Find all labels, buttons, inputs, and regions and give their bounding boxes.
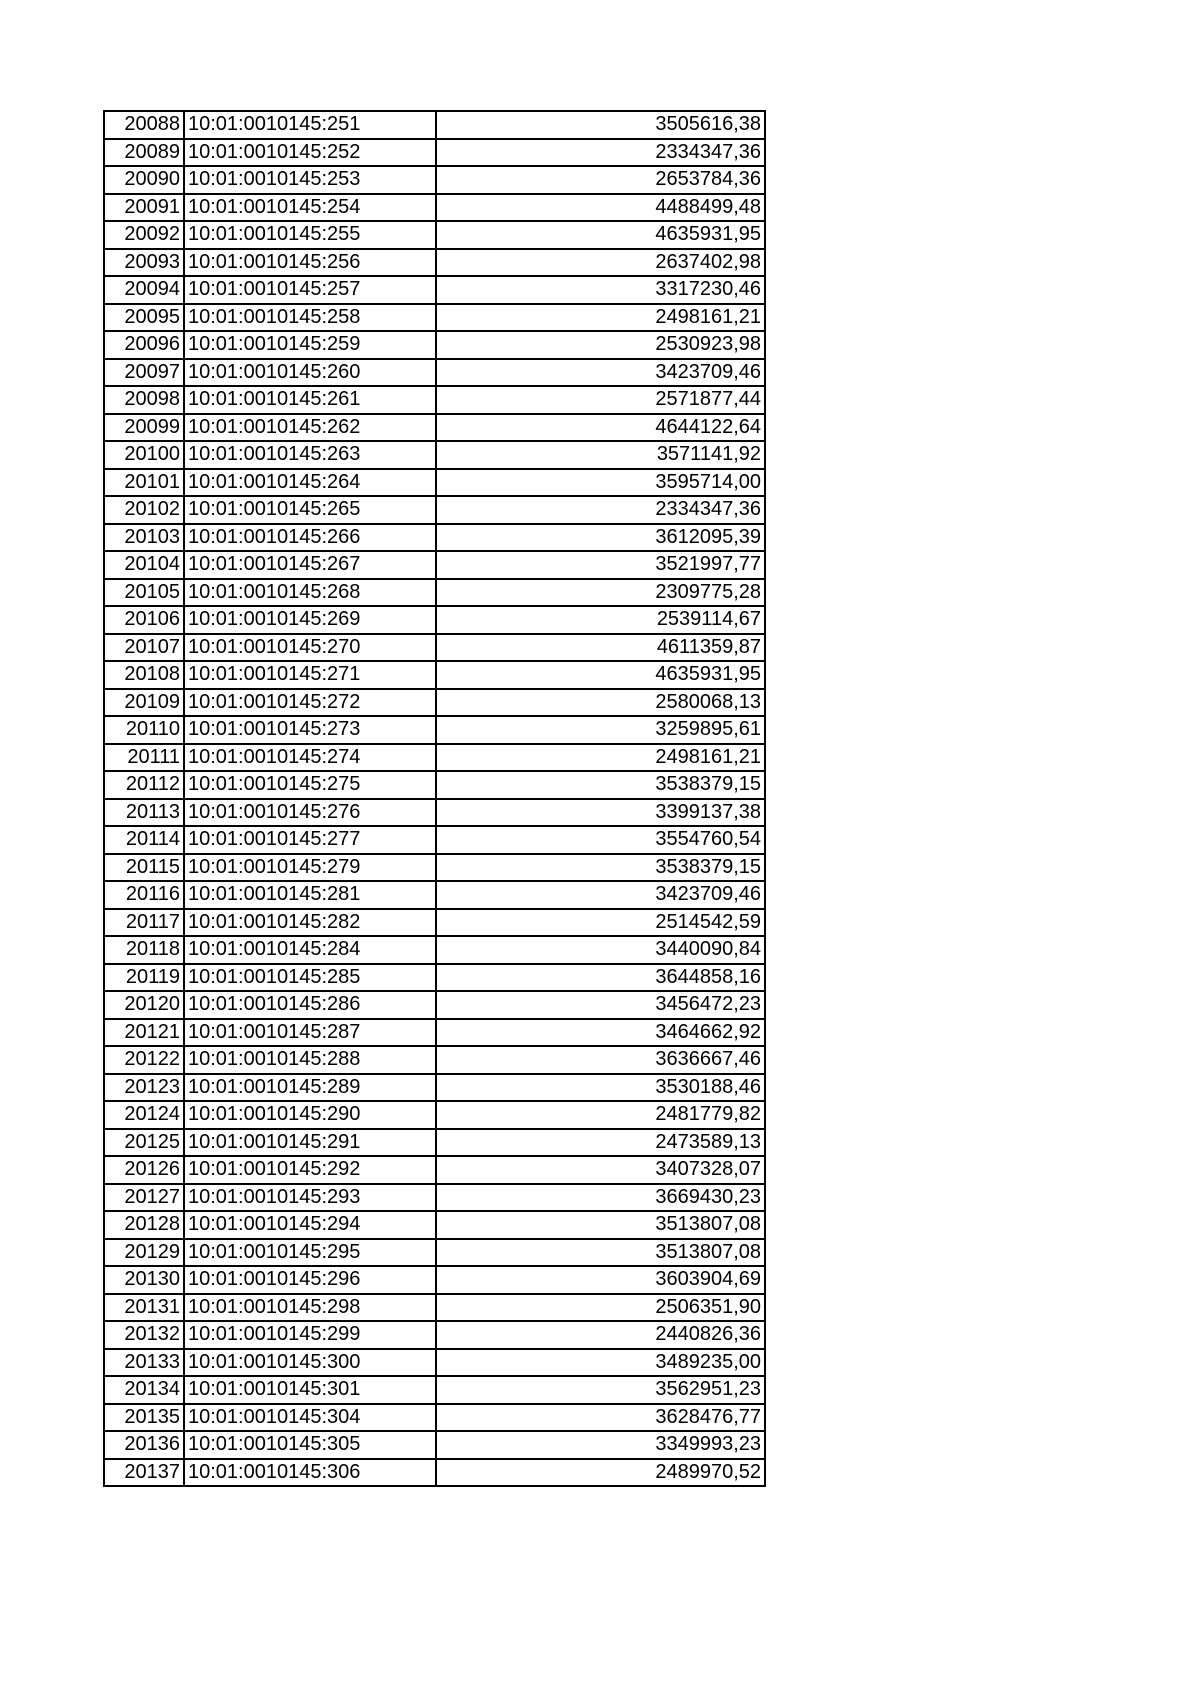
cadastral-number-cell: 10:01:0010145:256 <box>184 249 436 277</box>
row-number-cell: 20105 <box>104 579 184 607</box>
cadastral-number-cell: 10:01:0010145:305 <box>184 1431 436 1459</box>
row-number-cell: 20109 <box>104 689 184 717</box>
cadastral-number-cell: 10:01:0010145:274 <box>184 744 436 772</box>
table-row <box>104 1211 765 1239</box>
table-row <box>104 469 765 497</box>
cadastral-number-cell: 10:01:0010145:261 <box>184 386 436 414</box>
table-row <box>104 936 765 964</box>
cadastral-value-cell: 3538379,15 <box>436 854 765 882</box>
table-row <box>104 1431 765 1459</box>
table-row <box>104 634 765 662</box>
cadastral-number-cell: 10:01:0010145:254 <box>184 194 436 222</box>
cadastral-number-cell: 10:01:0010145:275 <box>184 771 436 799</box>
cadastral-number-cell: 10:01:0010145:300 <box>184 1349 436 1377</box>
cadastral-number-cell: 10:01:0010145:258 <box>184 304 436 332</box>
row-number-cell: 20106 <box>104 606 184 634</box>
row-number-cell: 20110 <box>104 716 184 744</box>
row-number-cell: 20099 <box>104 414 184 442</box>
table-row <box>104 441 765 469</box>
cadastral-number-cell: 10:01:0010145:252 <box>184 139 436 167</box>
cadastral-value-cell: 3513807,08 <box>436 1239 765 1267</box>
cadastral-number-cell: 10:01:0010145:288 <box>184 1046 436 1074</box>
row-number-cell: 20135 <box>104 1404 184 1432</box>
cadastral-number-cell: 10:01:0010145:301 <box>184 1376 436 1404</box>
cadastral-number-cell: 10:01:0010145:282 <box>184 909 436 937</box>
row-number-cell: 20088 <box>104 111 184 139</box>
cadastral-number-cell: 10:01:0010145:298 <box>184 1294 436 1322</box>
cadastral-number-cell: 10:01:0010145:276 <box>184 799 436 827</box>
row-number-cell: 20090 <box>104 166 184 194</box>
cadastral-number-cell: 10:01:0010145:304 <box>184 1404 436 1432</box>
table-row <box>104 1404 765 1432</box>
row-number-cell: 20125 <box>104 1129 184 1157</box>
cadastral-number-cell: 10:01:0010145:295 <box>184 1239 436 1267</box>
cadastral-value-cell: 3317230,46 <box>436 276 765 304</box>
cadastral-value-cell: 3440090,84 <box>436 936 765 964</box>
cadastral-number-cell: 10:01:0010145:281 <box>184 881 436 909</box>
row-number-cell: 20092 <box>104 221 184 249</box>
cadastral-value-cell: 3407328,07 <box>436 1156 765 1184</box>
table-row <box>104 304 765 332</box>
cadastral-number-cell: 10:01:0010145:264 <box>184 469 436 497</box>
row-number-cell: 20134 <box>104 1376 184 1404</box>
cadastral-number-cell: 10:01:0010145:270 <box>184 634 436 662</box>
row-number-cell: 20131 <box>104 1294 184 1322</box>
cadastral-number-cell: 10:01:0010145:289 <box>184 1074 436 1102</box>
cadastral-value-cell: 2309775,28 <box>436 579 765 607</box>
cadastral-value-table <box>103 110 766 1487</box>
table-row <box>104 111 765 139</box>
row-number-cell: 20096 <box>104 331 184 359</box>
table-row <box>104 1129 765 1157</box>
row-number-cell: 20091 <box>104 194 184 222</box>
cadastral-value-cell: 3595714,00 <box>436 469 765 497</box>
row-number-cell: 20103 <box>104 524 184 552</box>
cadastral-value-cell: 3521997,77 <box>436 551 765 579</box>
table-row <box>104 1349 765 1377</box>
row-number-cell: 20119 <box>104 964 184 992</box>
row-number-cell: 20094 <box>104 276 184 304</box>
row-number-cell: 20095 <box>104 304 184 332</box>
cadastral-number-cell: 10:01:0010145:266 <box>184 524 436 552</box>
table-body <box>104 111 765 1486</box>
cadastral-number-cell: 10:01:0010145:251 <box>184 111 436 139</box>
row-number-cell: 20100 <box>104 441 184 469</box>
cadastral-value-cell: 4635931,95 <box>436 661 765 689</box>
cadastral-value-cell: 3513807,08 <box>436 1211 765 1239</box>
cadastral-value-cell: 2653784,36 <box>436 166 765 194</box>
cadastral-value-cell: 2637402,98 <box>436 249 765 277</box>
cadastral-value-cell: 3399137,38 <box>436 799 765 827</box>
row-number-cell: 20116 <box>104 881 184 909</box>
cadastral-value-cell: 3628476,77 <box>436 1404 765 1432</box>
cadastral-value-cell: 3259895,61 <box>436 716 765 744</box>
table-row <box>104 991 765 1019</box>
cadastral-value-cell: 2498161,21 <box>436 304 765 332</box>
cadastral-value-cell: 3530188,46 <box>436 1074 765 1102</box>
cadastral-value-cell: 3669430,23 <box>436 1184 765 1212</box>
cadastral-value-cell: 2506351,90 <box>436 1294 765 1322</box>
cadastral-number-cell: 10:01:0010145:290 <box>184 1101 436 1129</box>
row-number-cell: 20112 <box>104 771 184 799</box>
table-row <box>104 1376 765 1404</box>
row-number-cell: 20104 <box>104 551 184 579</box>
table-row <box>104 496 765 524</box>
table-row <box>104 1266 765 1294</box>
row-number-cell: 20137 <box>104 1459 184 1487</box>
cadastral-number-cell: 10:01:0010145:260 <box>184 359 436 387</box>
cadastral-value-cell: 2514542,59 <box>436 909 765 937</box>
table-row <box>104 551 765 579</box>
row-number-cell: 20098 <box>104 386 184 414</box>
row-number-cell: 20126 <box>104 1156 184 1184</box>
cadastral-value-cell: 3423709,46 <box>436 881 765 909</box>
cadastral-value-cell: 3644858,16 <box>436 964 765 992</box>
table-row <box>104 909 765 937</box>
cadastral-number-cell: 10:01:0010145:271 <box>184 661 436 689</box>
cadastral-value-cell: 3636667,46 <box>436 1046 765 1074</box>
table-row <box>104 1019 765 1047</box>
cadastral-number-cell: 10:01:0010145:277 <box>184 826 436 854</box>
cadastral-value-cell: 3603904,69 <box>436 1266 765 1294</box>
cadastral-number-cell: 10:01:0010145:293 <box>184 1184 436 1212</box>
cadastral-number-cell: 10:01:0010145:265 <box>184 496 436 524</box>
row-number-cell: 20124 <box>104 1101 184 1129</box>
table-row <box>104 1459 765 1487</box>
row-number-cell: 20101 <box>104 469 184 497</box>
cadastral-value-cell: 4644122,64 <box>436 414 765 442</box>
table-row <box>104 1074 765 1102</box>
cadastral-number-cell: 10:01:0010145:268 <box>184 579 436 607</box>
cadastral-number-cell: 10:01:0010145:263 <box>184 441 436 469</box>
table-row <box>104 606 765 634</box>
table-row <box>104 276 765 304</box>
row-number-cell: 20111 <box>104 744 184 772</box>
row-number-cell: 20114 <box>104 826 184 854</box>
table-row <box>104 166 765 194</box>
row-number-cell: 20102 <box>104 496 184 524</box>
table-row <box>104 579 765 607</box>
table-row <box>104 524 765 552</box>
row-number-cell: 20113 <box>104 799 184 827</box>
table-row <box>104 744 765 772</box>
cadastral-value-cell: 2334347,36 <box>436 139 765 167</box>
cadastral-number-cell: 10:01:0010145:294 <box>184 1211 436 1239</box>
table-row <box>104 881 765 909</box>
cadastral-number-cell: 10:01:0010145:257 <box>184 276 436 304</box>
table-row <box>104 689 765 717</box>
cadastral-number-cell: 10:01:0010145:272 <box>184 689 436 717</box>
cadastral-value-cell: 2571877,44 <box>436 386 765 414</box>
cadastral-value-cell: 3612095,39 <box>436 524 765 552</box>
table-row <box>104 1321 765 1349</box>
row-number-cell: 20118 <box>104 936 184 964</box>
table-row <box>104 359 765 387</box>
cadastral-value-cell: 3554760,54 <box>436 826 765 854</box>
cadastral-number-cell: 10:01:0010145:296 <box>184 1266 436 1294</box>
table-row <box>104 194 765 222</box>
row-number-cell: 20121 <box>104 1019 184 1047</box>
cadastral-value-cell: 4488499,48 <box>436 194 765 222</box>
cadastral-number-cell: 10:01:0010145:306 <box>184 1459 436 1487</box>
cadastral-number-cell: 10:01:0010145:285 <box>184 964 436 992</box>
cadastral-number-cell: 10:01:0010145:291 <box>184 1129 436 1157</box>
table-row <box>104 386 765 414</box>
row-number-cell: 20089 <box>104 139 184 167</box>
cadastral-number-cell: 10:01:0010145:262 <box>184 414 436 442</box>
cadastral-number-cell: 10:01:0010145:292 <box>184 1156 436 1184</box>
cadastral-value-cell: 4635931,95 <box>436 221 765 249</box>
row-number-cell: 20115 <box>104 854 184 882</box>
row-number-cell: 20127 <box>104 1184 184 1212</box>
cadastral-number-cell: 10:01:0010145:259 <box>184 331 436 359</box>
cadastral-number-cell: 10:01:0010145:269 <box>184 606 436 634</box>
cadastral-number-cell: 10:01:0010145:273 <box>184 716 436 744</box>
row-number-cell: 20117 <box>104 909 184 937</box>
table-row <box>104 1046 765 1074</box>
cadastral-value-cell: 3423709,46 <box>436 359 765 387</box>
row-number-cell: 20132 <box>104 1321 184 1349</box>
cadastral-value-cell: 3505616,38 <box>436 111 765 139</box>
table-row <box>104 414 765 442</box>
cadastral-value-cell: 2440826,36 <box>436 1321 765 1349</box>
table-row <box>104 1294 765 1322</box>
row-number-cell: 20108 <box>104 661 184 689</box>
cadastral-number-cell: 10:01:0010145:284 <box>184 936 436 964</box>
row-number-cell: 20122 <box>104 1046 184 1074</box>
cadastral-value-cell: 2580068,13 <box>436 689 765 717</box>
cadastral-value-cell: 3489235,00 <box>436 1349 765 1377</box>
table-row <box>104 826 765 854</box>
cadastral-value-cell: 2473589,13 <box>436 1129 765 1157</box>
cadastral-number-cell: 10:01:0010145:255 <box>184 221 436 249</box>
cadastral-number-cell: 10:01:0010145:286 <box>184 991 436 1019</box>
row-number-cell: 20093 <box>104 249 184 277</box>
table-row <box>104 1239 765 1267</box>
cadastral-value-cell: 2334347,36 <box>436 496 765 524</box>
cadastral-value-cell: 3464662,92 <box>436 1019 765 1047</box>
cadastral-value-cell: 2539114,67 <box>436 606 765 634</box>
table-row <box>104 221 765 249</box>
cadastral-number-cell: 10:01:0010145:253 <box>184 166 436 194</box>
table-row <box>104 771 765 799</box>
row-number-cell: 20128 <box>104 1211 184 1239</box>
cadastral-value-cell: 2498161,21 <box>436 744 765 772</box>
table-row <box>104 716 765 744</box>
cadastral-value-cell: 2481779,82 <box>436 1101 765 1129</box>
cadastral-value-cell: 3456472,23 <box>436 991 765 1019</box>
table-row <box>104 249 765 277</box>
cadastral-number-cell: 10:01:0010145:279 <box>184 854 436 882</box>
table-row <box>104 139 765 167</box>
row-number-cell: 20133 <box>104 1349 184 1377</box>
cadastral-value-cell: 3571141,92 <box>436 441 765 469</box>
row-number-cell: 20129 <box>104 1239 184 1267</box>
row-number-cell: 20097 <box>104 359 184 387</box>
cadastral-number-cell: 10:01:0010145:267 <box>184 551 436 579</box>
table-row <box>104 854 765 882</box>
cadastral-value-cell: 2489970,52 <box>436 1459 765 1487</box>
table-row <box>104 1156 765 1184</box>
row-number-cell: 20136 <box>104 1431 184 1459</box>
row-number-cell: 20123 <box>104 1074 184 1102</box>
cadastral-value-cell: 3562951,23 <box>436 1376 765 1404</box>
table-row <box>104 331 765 359</box>
table-row <box>104 1101 765 1129</box>
table-row <box>104 661 765 689</box>
cadastral-value-cell: 2530923,98 <box>436 331 765 359</box>
table-row <box>104 964 765 992</box>
row-number-cell: 20130 <box>104 1266 184 1294</box>
row-number-cell: 20107 <box>104 634 184 662</box>
table-row <box>104 799 765 827</box>
cadastral-value-cell: 3349993,23 <box>436 1431 765 1459</box>
table-row <box>104 1184 765 1212</box>
row-number-cell: 20120 <box>104 991 184 1019</box>
cadastral-value-cell: 3538379,15 <box>436 771 765 799</box>
cadastral-value-cell: 4611359,87 <box>436 634 765 662</box>
cadastral-number-cell: 10:01:0010145:287 <box>184 1019 436 1047</box>
cadastral-number-cell: 10:01:0010145:299 <box>184 1321 436 1349</box>
